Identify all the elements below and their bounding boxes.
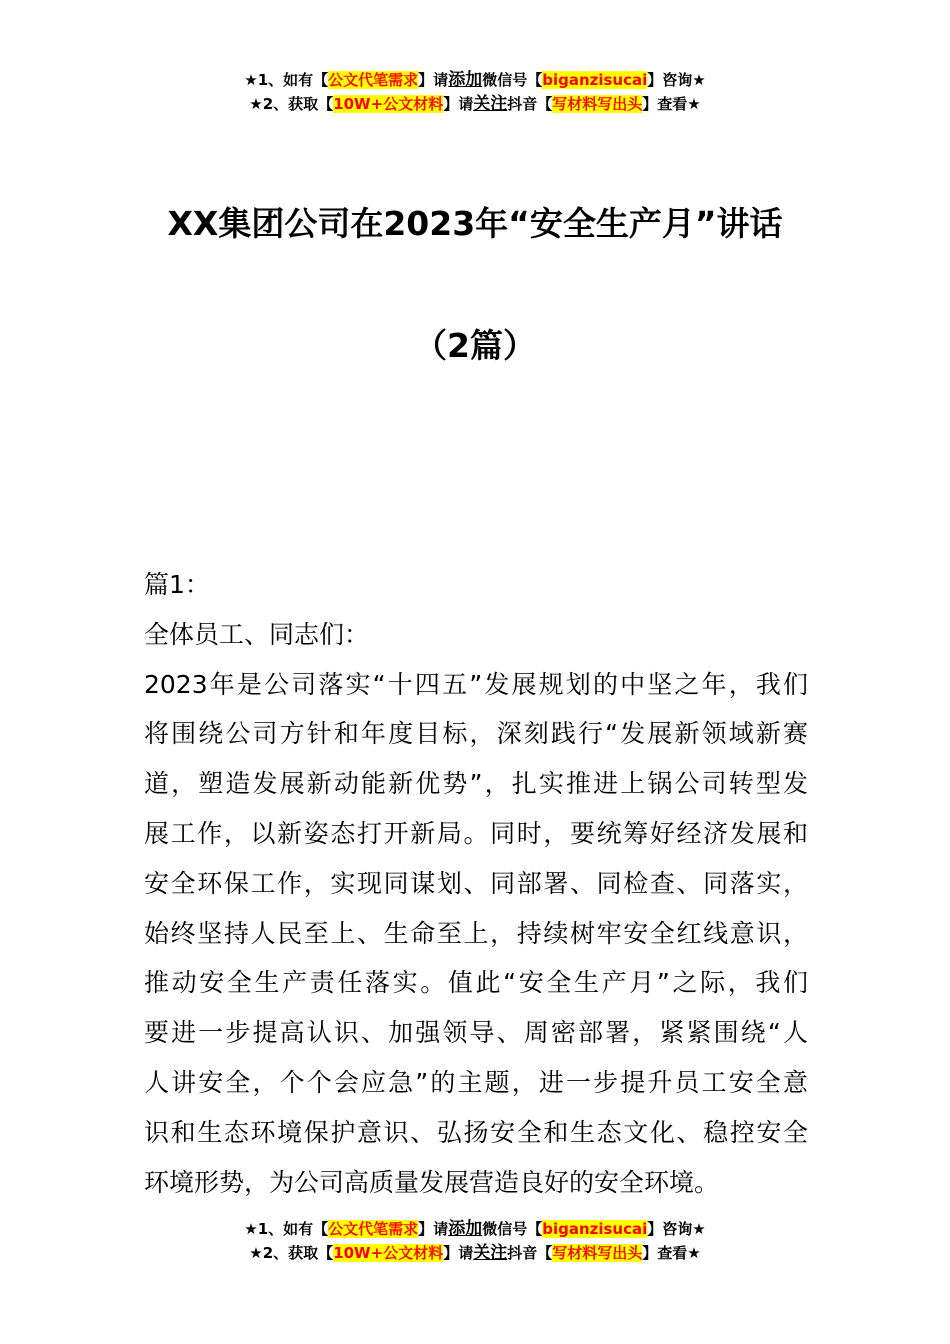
paragraph-line: 展工作，以新姿态打开新局。同时，要统筹好经济发展和 [144, 818, 808, 848]
promo-text: 】查看★ [642, 95, 701, 113]
paragraph-line: 2023年是公司落实“十四五”发展规划的中坚之年，我们 [144, 669, 808, 699]
promo-text: 】请 [418, 1220, 449, 1238]
promo-highlight: 公文代笔需求 [328, 1220, 419, 1238]
promo-text: 】查看★ [642, 1244, 701, 1262]
promo-text: 】请 [443, 1244, 474, 1262]
promo-text: 】咨询★ [647, 1220, 706, 1238]
paragraph-line: 识和生态环境保护意识、弘扬安全和生态文化、稳控安全 [144, 1117, 808, 1147]
promo-text: 抖音【 [507, 95, 553, 113]
promo-line-2 [0, 92, 950, 116]
promo-highlight: biganzisucai [542, 1220, 648, 1238]
promo-highlight: 公文代笔需求 [328, 71, 419, 89]
promo-text: 微信号【 [482, 1220, 543, 1238]
salutation: 全体员工、同志们： [144, 619, 370, 649]
document-body [144, 560, 808, 1207]
header-promo-banner [0, 68, 950, 116]
promo-emphasis: 添加 [448, 1219, 483, 1239]
promo-text: 微信号【 [482, 71, 543, 89]
paragraph-line: 将围绕公司方针和年度目标，深刻践行“发展新领域新赛 [144, 719, 808, 749]
promo-text: ★2、获取【 [249, 1244, 334, 1262]
paragraph-line: 环境形势，为公司高质量发展营造良好的安全环境。 [144, 1167, 720, 1197]
promo-text: ★2、获取【 [249, 95, 334, 113]
promo-text: 抖音【 [507, 1244, 553, 1262]
document-title: XX集团公司在2023年“安全生产月”讲话 [167, 204, 783, 243]
promo-line-1 [0, 68, 950, 92]
promo-line-1 [0, 1217, 950, 1241]
promo-line-2 [0, 1241, 950, 1265]
promo-highlight: 写材料写出头 [552, 1244, 643, 1262]
footer-promo-banner [0, 1217, 950, 1265]
promo-highlight: 10W+公文材料 [333, 1244, 444, 1262]
promo-emphasis: 添加 [448, 70, 483, 90]
section-label: 篇1： [144, 570, 210, 599]
paragraph-line: 推动安全生产责任落实。值此“安全生产月”之际，我们 [144, 968, 808, 998]
body-paragraph [144, 660, 808, 1208]
promo-text: 】请 [443, 95, 474, 113]
promo-text: ★1、如有【 [244, 71, 329, 89]
promo-text: ★1、如有【 [244, 1220, 329, 1238]
promo-highlight: 10W+公文材料 [333, 95, 444, 113]
promo-emphasis: 关注 [473, 94, 508, 114]
promo-highlight: 写材料写出头 [552, 95, 643, 113]
paragraph-line: 要进一步提高认识、加强领导、周密部署，紧紧围绕“人 [144, 1018, 808, 1048]
promo-highlight: biganzisucai [542, 71, 648, 89]
paragraph-line: 安全环保工作，实现同谋划、同部署、同检查、同落实， [144, 868, 808, 898]
promo-text: 】咨询★ [647, 71, 706, 89]
promo-text: 】请 [418, 71, 449, 89]
paragraph-line: 始终坚持人民至上、生命至上，持续树牢安全红线意识， [144, 918, 808, 948]
paragraph-line: 道，塑造发展新动能新优势”，扎实推进上锅公司转型发 [144, 769, 808, 799]
document-subtitle: （2篇） [414, 326, 536, 365]
promo-emphasis: 关注 [473, 1243, 508, 1263]
paragraph-line: 人讲安全，个个会应急”的主题，进一步提升员工安全意 [144, 1067, 808, 1097]
